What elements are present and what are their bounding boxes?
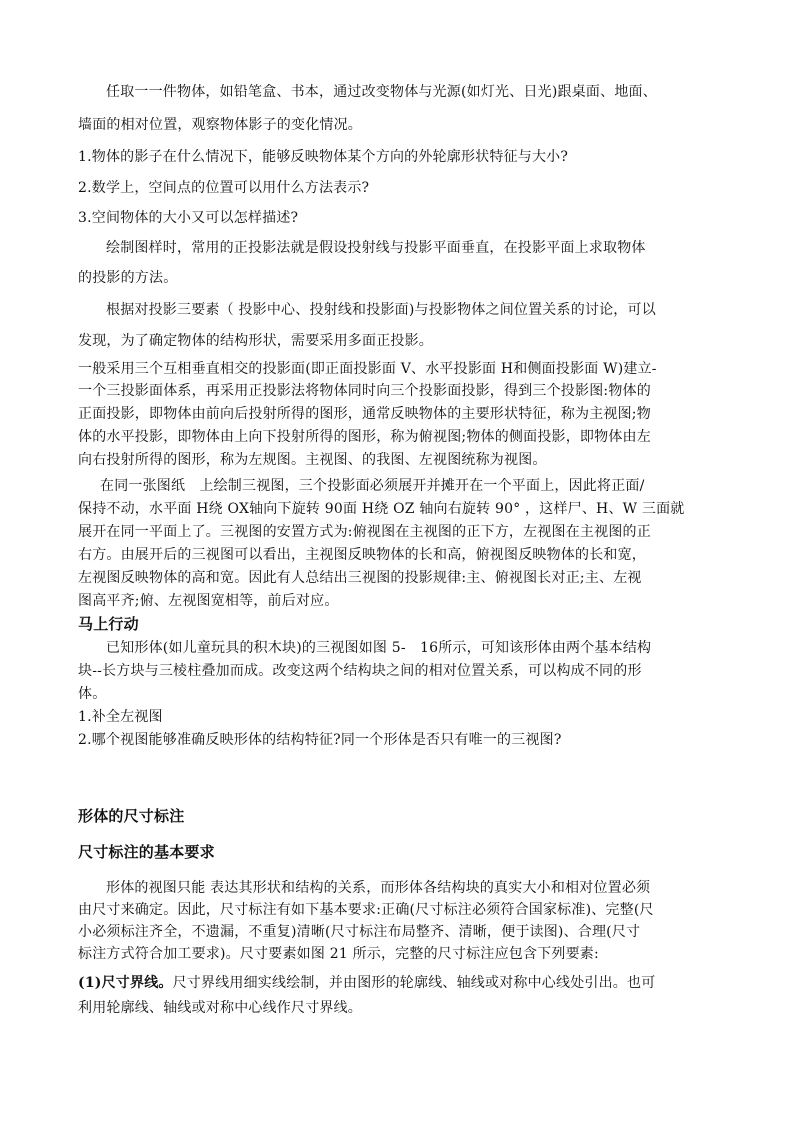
paragraph-1-line-1: 任取一一件物体，如铅笔盒、书本，通过改变物体与光源(如灯光、日光)跟桌面、地面、 — [106, 84, 657, 100]
paragraph-8-line-1-text: 尺寸界线用细实线绘制，并由图形的轮廓线、轴线或对称中心线处引出。也可 — [172, 975, 656, 991]
paragraph-6-line-2: 块--长方块与三棱柱叠加而成。改变这两个结构块之间的相对位置关系，可以构成不同的形 — [78, 663, 642, 679]
paragraph-2-line-2: 的投影的方法。 — [78, 270, 178, 286]
paragraph-5-line-1: 在同一张图纸 上绘制三视图，三个投影面必须展开并摊开在一个平面上，因此将正面/ — [100, 478, 645, 494]
paragraph-6-line-3: 体。 — [78, 686, 107, 702]
paragraph-7-line-4: 标注方式符合加工要求)。尺寸要素如图 21 所示，完整的尺寸标注应包含下列要素: — [78, 946, 599, 962]
paragraph-8-line-2: 利用轮廓线、轴线或对称中心线作尺寸界线。 — [78, 1000, 362, 1016]
section-heading: 形体的尺寸标注 — [78, 807, 185, 825]
paragraph-7-line-1: 形体的视图只能 表达其形状和结构的关系，而形体各结构块的真实大小和相对位置必须 — [106, 880, 651, 896]
paragraph-1-line-2: 墙面的相对位置，观察物体影子的变化情况。 — [78, 117, 362, 133]
paragraph-6-line-1: 已知形体(如儿童玩具的积木块)的三视图如图 5- 16所示，可知该形体由两个基本结构 — [106, 640, 652, 656]
task-1: 1.补全左视图 — [78, 709, 163, 725]
question-1: 1.物体的影子在什么情况下，能够反映物体某个方向的外轮廓形状特征与大小? — [78, 149, 569, 165]
paragraph-4-line-2: 一个三投影面体系，再采用正投影法将物体同时向三个投影面投影，得到三个投影图:物体的 — [78, 383, 651, 399]
paragraph-7-line-3: 小必须标注齐全，不遗漏，不重复)清晰(尺寸标注布局整齐、清晰，便于读图)、合理(尺寸 — [78, 924, 641, 940]
sub-heading: 尺寸标注的基本要求 — [78, 843, 215, 861]
paragraph-7-line-2: 由尺寸来确定。因此，尺寸标注有如下基本要求:正确(尺寸标注必须符合国家标准)、完整(尺 — [78, 902, 654, 918]
paragraph-2-line-1: 绘制图样时，常用的正投影法就是假设投射线与投影平面垂直，在投影平面上求取物体 — [106, 240, 646, 256]
paragraph-3-line-1: 根据对投影三要素（ 投影中心、投射线和投影面)与投影物体之间位置关系的讨论，可以 — [106, 302, 656, 318]
paragraph-8-bold-lead: (1)尺寸界线。 — [78, 975, 173, 991]
question-2: 2.数学上，空间点的位置可以用什么方法表示? — [78, 180, 370, 196]
paragraph-8-line-1 — [78, 973, 655, 993]
paragraph-4-line-1: 一般采用三个互相垂直相交的投影面(即正面投影面 V、水平投影面 H和侧面投影面 W)建立- — [78, 361, 657, 377]
paragraph-4-line-3: 正面投影，即物体由前向后投射所得的图形，通常反映物体的主要形状特征，称为主视图;物 — [78, 406, 651, 422]
question-3: 3.空间物体的大小又可以怎样描述? — [78, 210, 299, 226]
paragraph-4-line-4: 体的水平投影，即物体由上向下投射所得的图形，称为俯视图;物体的侧面投影，即物体由左 — [78, 429, 651, 445]
paragraph-3-line-2: 发现，为了确定物体的结构形状，需要采用多面正投影。 — [78, 333, 433, 349]
action-heading: 马上行动 — [78, 615, 139, 633]
paragraph-5-line-2: 保持不动，水平面 H绕 OX轴向下旋转 90面 H绕 OZ 轴向右旋转 90° ，这样尸、H、W 三面就 — [78, 501, 685, 517]
paragraph-5-line-5: 左视图反映物体的高和宽。因此有人总结出三视图的投影规律:主、俯视图长对正;主、左视 — [78, 570, 642, 586]
paragraph-5-line-4: 右方。由展开后的三视图可以看出，主视图反映物体的长和高，俯视图反映物体的长和宽， — [78, 547, 646, 563]
paragraph-5-line-6: 图高平齐;俯、左视图宽相等，前后对应。 — [78, 593, 339, 609]
task-2: 2.哪个视图能够准确反映形体的结构特征?同一个形体是否只有唯一的三视图? — [78, 732, 562, 748]
paragraph-5-line-3: 展开在同一平面上了。三视图的安置方式为:俯视图在主视图的正下方，左视图在主视图的正 — [78, 524, 651, 540]
paragraph-4-line-5: 向右投射所得的图形，称为左规图。主视图、的我图、左视图统称为视图。 — [78, 452, 547, 468]
